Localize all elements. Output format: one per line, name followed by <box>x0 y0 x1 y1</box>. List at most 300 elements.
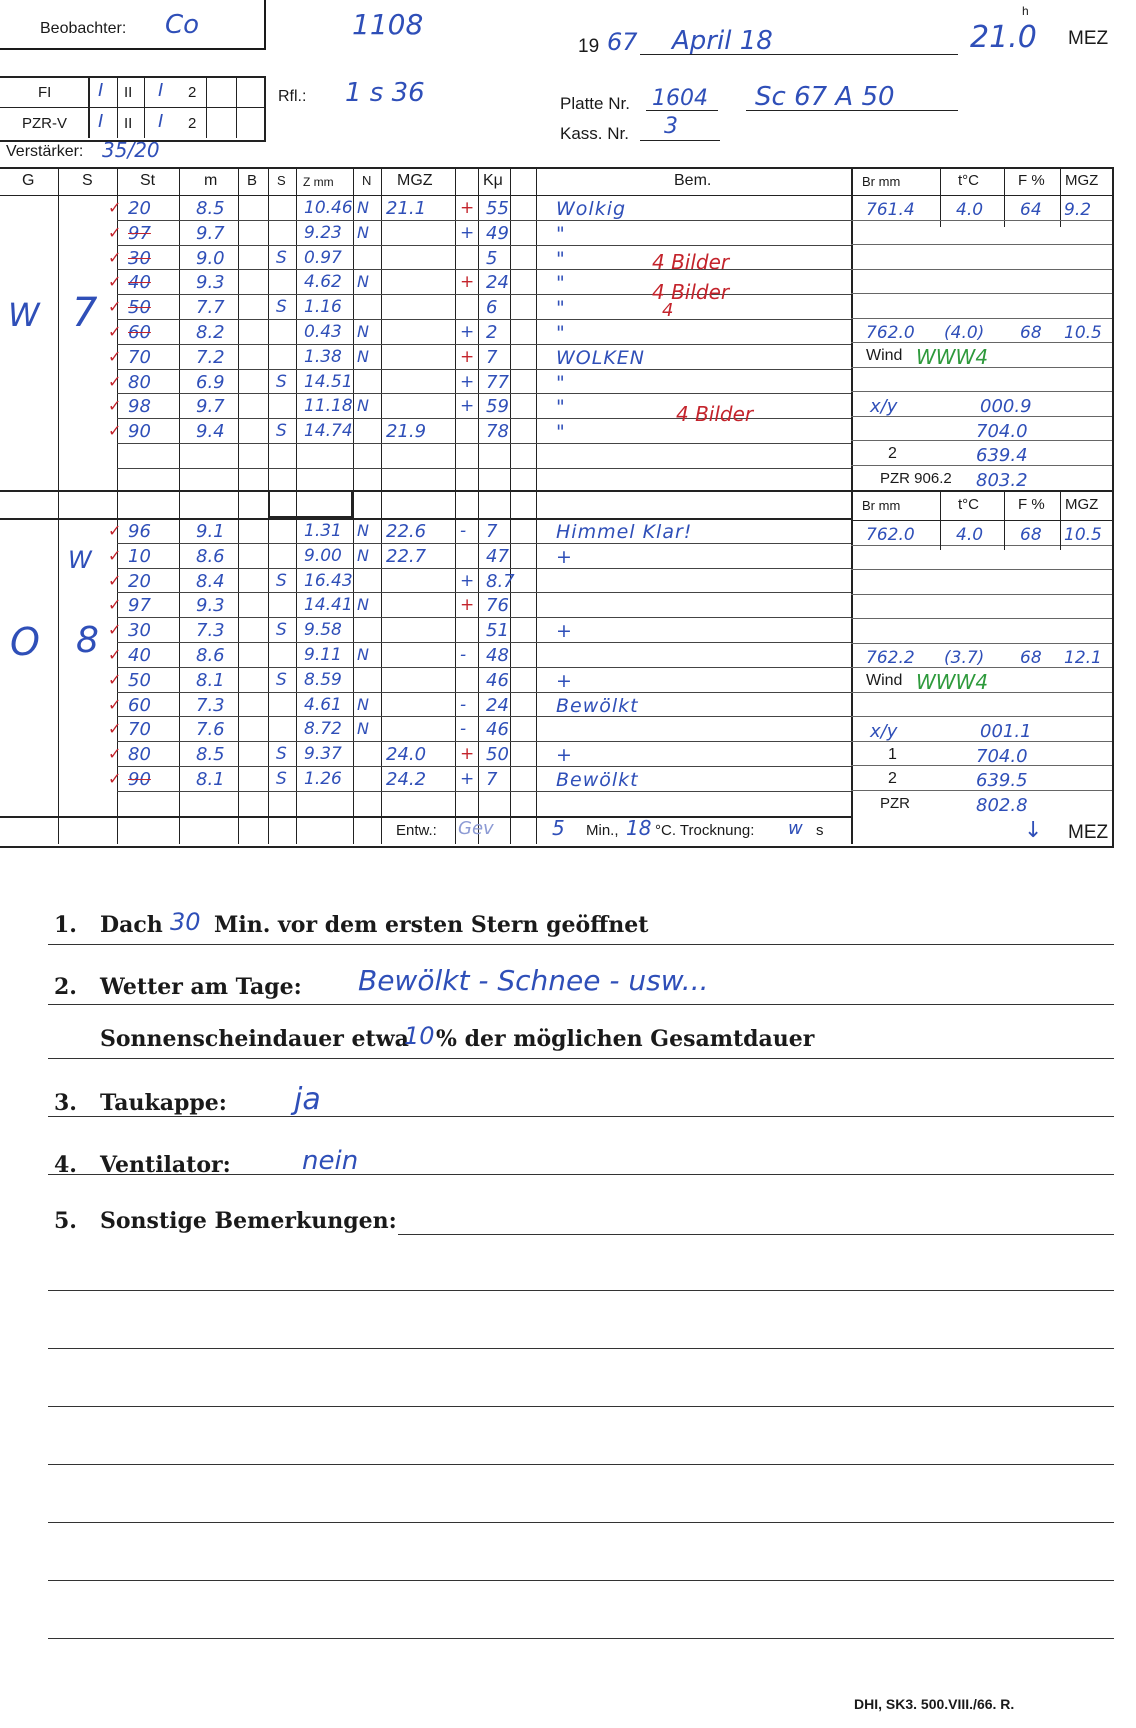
b2-check: ✓ <box>108 769 122 788</box>
q4-value: nein <box>302 1146 359 1176</box>
b1-n: N <box>357 222 369 242</box>
block1-group-s: 7 <box>72 290 98 336</box>
block1-group-g: W <box>8 296 40 334</box>
q2-num: 2. <box>54 974 77 1000</box>
f-value: 64 <box>1020 200 1042 220</box>
b2-z: 9.58 <box>304 620 342 641</box>
b1-m: 6.9 <box>196 371 225 393</box>
xy-value: 000.9 <box>980 396 1032 417</box>
b1-m: 9.4 <box>196 421 225 443</box>
b1-s: S <box>276 297 287 318</box>
kass-label: Kass. Nr. <box>560 124 629 143</box>
b2-sign: - <box>460 694 467 715</box>
b2-n: N <box>357 521 369 540</box>
row-line <box>117 369 851 370</box>
b2-z: 9.11 <box>304 645 342 665</box>
b2-s: S <box>276 620 287 641</box>
b1-sign: + <box>460 396 475 417</box>
b2-sign: + <box>460 570 475 591</box>
col-br-2: Br mm <box>862 498 901 513</box>
b1-st: 80 <box>128 371 151 393</box>
b2-sign: - <box>460 645 467 665</box>
b1-st: 20 <box>128 198 151 219</box>
col-mgz: MGZ <box>397 172 433 189</box>
br2-value: 762.0 <box>866 322 915 343</box>
pzr-mark-1: I <box>98 111 104 132</box>
b1-n: N <box>357 198 369 217</box>
time-zone: MEZ <box>1068 28 1109 49</box>
t2-value: (4.0) <box>944 322 985 343</box>
q3-num: 3. <box>54 1090 77 1116</box>
observer-label: Beobachter: <box>40 20 127 37</box>
b2-kmu: 8.7 <box>486 570 515 592</box>
b2-z: 4.61 <box>304 694 342 715</box>
b2-sign: + <box>460 769 475 789</box>
b2-st: 30 <box>128 620 151 642</box>
b1-sign: + <box>460 346 475 367</box>
f2-value: 68 <box>1020 647 1042 668</box>
b2-m: 8.6 <box>196 545 225 567</box>
b1-z: 14.74 <box>304 421 353 442</box>
ra-value: 1 s 36 <box>345 78 425 108</box>
b1-m: 9.7 <box>196 396 225 418</box>
q2b-value: 10 <box>404 1022 435 1050</box>
note-bilder-1: 4 Bilder <box>652 250 730 274</box>
q4-num: 4. <box>54 1152 77 1178</box>
b1-z: 9.23 <box>304 222 342 243</box>
b1-bem: " <box>556 297 566 320</box>
b2-bem: + <box>556 620 573 643</box>
block2-group-s: 8 <box>76 620 99 661</box>
b2-kmu: 76 <box>486 595 509 617</box>
b1-bem: " <box>556 222 566 245</box>
b1-kmu: 24 <box>486 272 509 294</box>
q4-rule <box>48 1174 1114 1175</box>
note-bilder-3: 4 <box>662 300 674 321</box>
b1-st: 30 <box>128 247 151 269</box>
b2-m: 8.4 <box>196 570 225 592</box>
two-value: 639.4 <box>976 445 1028 466</box>
b1-check: ✓ <box>108 396 122 416</box>
xy-label: x/y <box>870 721 898 742</box>
mgz-value: 9.2 <box>1064 200 1092 220</box>
col-f-2: F % <box>1018 496 1045 513</box>
col-st: St <box>140 172 156 189</box>
row-line <box>117 393 851 394</box>
ra-label: Rfl.: <box>278 88 307 105</box>
b2-bem: Bewölkt <box>556 694 639 717</box>
two-value: 639.5 <box>976 770 1028 791</box>
b2-kmu: 24 <box>486 694 509 716</box>
b1-check: ✓ <box>108 322 122 341</box>
b1-bem: " <box>556 371 566 394</box>
row-line <box>851 618 1112 619</box>
b1-sign: + <box>460 222 475 243</box>
remark-line <box>48 1290 1114 1291</box>
row-line <box>851 569 1112 570</box>
b1-bem: " <box>556 247 566 270</box>
b2-z: 16.43 <box>304 570 353 591</box>
b1-bem: " <box>556 322 566 344</box>
b2-m: 8.1 <box>196 669 225 691</box>
q2-value: Bewölkt - Schnee - usw... <box>358 964 709 997</box>
amp-value: 35/20 <box>102 138 160 162</box>
b2-bem: + <box>556 545 573 568</box>
b2-kmu: 7 <box>486 521 498 542</box>
row-line <box>117 617 851 618</box>
b1-kmu: 55 <box>486 198 509 219</box>
b2-kmu: 48 <box>486 645 509 666</box>
b2-st: 70 <box>128 719 151 741</box>
print-code: DHI, SK3. 500.VIII./66. R. <box>854 1696 1015 1712</box>
row-line <box>117 468 851 469</box>
b2-bem: Himmel Klar! <box>556 521 693 543</box>
date-underline <box>640 54 958 55</box>
b1-check: ✓ <box>108 371 122 391</box>
row-line <box>117 766 851 767</box>
b2-s: S <box>276 769 287 789</box>
row-line <box>851 244 1112 245</box>
col-f: F % <box>1018 172 1045 189</box>
b1-check: ✓ <box>108 297 122 317</box>
q3-rule <box>48 1116 1114 1117</box>
b2-st: 96 <box>128 521 151 542</box>
f-value: 68 <box>1020 525 1042 545</box>
b1-sign: + <box>460 322 475 342</box>
b2-kmu: 51 <box>486 620 509 642</box>
col-br: Br mm <box>862 174 901 189</box>
col-mgz2-2: MGZ <box>1065 496 1099 513</box>
b2-check: ✓ <box>108 669 122 689</box>
b2-z: 1.26 <box>304 769 342 789</box>
pzr-label: PZR <box>880 794 910 812</box>
b1-m: 8.2 <box>196 322 225 343</box>
b2-check: ✓ <box>108 570 122 590</box>
b2-s: S <box>276 669 287 690</box>
pzr-mark-4: 2 <box>188 115 197 132</box>
q3-label: Taukappe: <box>100 1090 227 1116</box>
b1-sign: + <box>460 272 475 293</box>
b1-check: ✓ <box>108 222 122 242</box>
wind-value: WWW4 <box>916 345 989 369</box>
date-value: April 18 <box>672 26 773 56</box>
q2-label: Wetter am Tage: <box>100 974 302 1000</box>
q5-num: 5. <box>54 1208 77 1234</box>
b2-st: 60 <box>128 694 151 716</box>
block-separator <box>0 490 1112 492</box>
b2-check: ✓ <box>108 719 122 739</box>
b1-bem: Wolkig <box>556 198 627 220</box>
entw-label: Entw.: <box>396 822 437 839</box>
b2-bem: + <box>556 669 573 692</box>
xy-label: x/y <box>870 396 898 417</box>
two-label: 2 <box>888 445 897 462</box>
row-line <box>117 245 851 246</box>
mgz-value: 10.5 <box>1064 525 1102 545</box>
b2-kmu: 46 <box>486 669 509 691</box>
col-b: B <box>247 172 258 189</box>
b2-kmu: 7 <box>486 769 498 790</box>
col-t-2: t°C <box>958 496 979 513</box>
b1-kmu: 59 <box>486 396 509 418</box>
b1-m: 8.5 <box>196 198 225 219</box>
f2-value: 68 <box>1020 322 1042 343</box>
b2-st: 20 <box>128 570 151 592</box>
b1-st: 97 <box>128 222 151 244</box>
b2-sign: - <box>460 521 467 541</box>
b2-s: S <box>276 570 287 591</box>
row-line <box>851 594 1112 595</box>
b1-check: ✓ <box>108 247 122 267</box>
row-line <box>117 592 851 593</box>
note-bilder-4: 4 Bilder <box>676 402 754 426</box>
b2-z: 8.72 <box>304 719 342 740</box>
entw-value: Gev <box>458 818 494 839</box>
b1-kmu: 77 <box>486 371 509 393</box>
col-mgz2: MGZ <box>1065 172 1099 189</box>
row-line <box>117 692 851 693</box>
br2-value: 762.2 <box>866 647 915 668</box>
b2-n: N <box>357 545 369 565</box>
b1-z: 0.97 <box>304 247 342 268</box>
b2-m: 8.1 <box>196 769 225 790</box>
remark-line <box>48 1580 1114 1581</box>
b2-m: 9.1 <box>196 521 225 542</box>
pzr-label: PZR 906.2 <box>880 469 952 487</box>
fi-mark-1: I <box>98 80 104 101</box>
observer-value: Co <box>165 10 200 40</box>
b2-n: N <box>357 719 369 739</box>
b1-n: N <box>357 346 369 366</box>
b2-kmu: 47 <box>486 545 509 567</box>
q2b-rule <box>48 1058 1114 1059</box>
row-line <box>117 791 851 792</box>
b1-m: 9.3 <box>196 272 225 294</box>
min-value: 5 <box>552 816 565 840</box>
col-g: G <box>22 172 35 189</box>
row-line <box>117 716 851 717</box>
col-bem: Bem. <box>674 172 712 189</box>
two-label: 2 <box>888 770 897 787</box>
amp-label: Verstärker: <box>6 143 84 160</box>
time-value: 21.0 <box>970 20 1037 55</box>
b1-kmu: 6 <box>486 297 498 319</box>
b2-sign: - <box>460 719 467 740</box>
b1-st: 50 <box>128 297 151 319</box>
b1-z: 1.16 <box>304 297 342 318</box>
b2-m: 7.3 <box>196 694 225 716</box>
row-line <box>851 318 1112 319</box>
trock-value: w <box>788 818 803 839</box>
row-line <box>117 294 851 295</box>
col-zmm: Z mm <box>303 175 334 189</box>
b2-m: 7.3 <box>196 620 225 642</box>
b1-m: 9.7 <box>196 222 225 244</box>
q5-label: Sonstige Bemerkungen: <box>100 1208 397 1234</box>
t2-value: (3.7) <box>944 647 985 668</box>
b2-z: 14.41 <box>304 595 353 616</box>
row-line <box>117 642 851 643</box>
b1-z: 10.46 <box>304 198 353 218</box>
plate-label: Platte Nr. <box>560 94 630 113</box>
b2-z: 1.31 <box>304 521 342 541</box>
b2-m: 8.5 <box>196 744 225 766</box>
plate-value: 1604 <box>652 86 708 111</box>
q2b-pre: Sonnenscheindauer etwa <box>100 1026 409 1052</box>
b1-mgz: 21.9 <box>386 421 427 443</box>
b2-st: 40 <box>128 645 151 666</box>
br-value: 761.4 <box>866 200 915 220</box>
b1-kmu: 49 <box>486 222 509 244</box>
row-line <box>851 293 1112 294</box>
b1-check: ✓ <box>108 346 122 366</box>
b1-sign: + <box>460 371 475 392</box>
b2-s: S <box>276 744 287 765</box>
b1-s: S <box>276 247 287 268</box>
temp-value: 18 <box>626 816 652 840</box>
row-line <box>851 391 1112 392</box>
q2b-post: % der möglichen Gesamtdauer <box>436 1026 815 1052</box>
wind-label: Wind <box>866 672 903 689</box>
pzr-value: 803.2 <box>976 469 1028 491</box>
b1-mgz: 21.1 <box>386 198 427 219</box>
q4-label: Ventilator: <box>100 1152 231 1178</box>
col-n: N <box>362 173 372 188</box>
q1-pre: Dach <box>100 912 163 938</box>
fi-label: FI <box>38 84 52 101</box>
row-line <box>117 319 851 320</box>
row-line <box>117 344 851 345</box>
b2-st: 90 <box>128 769 151 790</box>
b1-s: S <box>276 421 287 442</box>
b2-mgz: 24.0 <box>386 744 427 766</box>
end-zone: MEZ <box>1068 822 1109 843</box>
b1-z: 4.62 <box>304 272 342 293</box>
col-s: S <box>82 172 93 189</box>
row-line <box>117 269 851 270</box>
q1-value: 30 <box>170 908 201 936</box>
b2-m: 9.3 <box>196 595 225 617</box>
row-line <box>117 741 851 742</box>
pzr-mark-3: I <box>158 111 164 132</box>
b2-m: 8.6 <box>196 645 225 666</box>
b1-st: 40 <box>128 272 151 294</box>
b1-z: 11.18 <box>304 396 353 417</box>
fi-mark-4: 2 <box>188 84 197 101</box>
row-line <box>851 643 1112 644</box>
b2-check: ✓ <box>108 620 122 640</box>
b2-sign: + <box>460 744 475 765</box>
kass-value: 3 <box>664 114 678 139</box>
b1-st: 70 <box>128 346 151 368</box>
b2-m: 7.6 <box>196 719 225 741</box>
wind-value: WWW4 <box>916 670 989 694</box>
b2-mgz: 24.2 <box>386 769 427 790</box>
q1-rule <box>48 944 1114 945</box>
block2-group-g: O <box>10 620 40 664</box>
b1-kmu: 2 <box>486 322 498 343</box>
col-t: t°C <box>958 172 979 189</box>
b1-m: 7.2 <box>196 346 225 368</box>
remark-line <box>48 1464 1114 1465</box>
b1-n: N <box>357 322 369 341</box>
wind-label: Wind <box>866 347 903 364</box>
b2-bem: Bewölkt <box>556 769 639 791</box>
remark-line <box>48 1522 1114 1523</box>
mgz2-value: 12.1 <box>1064 647 1102 668</box>
b2-st: 97 <box>128 595 151 617</box>
b2-n: N <box>357 595 369 615</box>
b2-mgz: 22.7 <box>386 545 427 567</box>
row-line <box>117 443 851 444</box>
b1-st: 98 <box>128 396 151 418</box>
note-bilder-2: 4 Bilder <box>652 280 730 304</box>
q5-rule-1 <box>398 1234 1114 1235</box>
b2-n: N <box>357 694 369 714</box>
b2-mgz: 22.6 <box>386 521 427 542</box>
b1-bem: " <box>556 421 566 444</box>
b2-check: ✓ <box>108 645 122 664</box>
row-line <box>117 220 851 221</box>
b2-sign: + <box>460 595 475 616</box>
row-line <box>851 716 1112 717</box>
col-m: m <box>204 172 218 189</box>
col-kmu: Kμ <box>483 172 503 189</box>
b1-bem: " <box>556 396 566 419</box>
b1-check: ✓ <box>108 272 122 292</box>
t-value: 4.0 <box>956 525 984 545</box>
b1-m: 7.7 <box>196 297 225 319</box>
q1-post: Min. vor dem ersten Stern geöffnet <box>214 912 649 938</box>
b1-z: 0.43 <box>304 322 342 342</box>
year-prefix: 19 <box>578 36 600 57</box>
q1-num: 1. <box>54 912 77 938</box>
pzr-value: 802.8 <box>976 794 1028 816</box>
row-line <box>117 667 851 668</box>
fi-mark-2: II <box>124 84 133 101</box>
b1-s: S <box>276 371 287 392</box>
b1-check: ✓ <box>108 198 122 217</box>
remark-line <box>48 1406 1114 1407</box>
pzr-mark-2: II <box>124 115 133 132</box>
row-line <box>117 568 851 569</box>
end-time-mark: ↓ <box>1024 818 1043 843</box>
s-label: s <box>816 822 824 839</box>
row-line <box>851 269 1112 270</box>
b2-z: 9.37 <box>304 744 342 765</box>
b2-kmu: 50 <box>486 744 509 766</box>
xy-value: 001.1 <box>980 721 1032 742</box>
b1-kmu: 78 <box>486 421 509 443</box>
b2-st: 10 <box>128 545 151 567</box>
b2-n: N <box>357 645 369 664</box>
b2-z: 9.00 <box>304 545 342 566</box>
fi-mark-3: I <box>158 80 164 101</box>
year-suffix: 67 <box>607 28 638 56</box>
b2-st: 50 <box>128 669 151 691</box>
one-label: 1 <box>888 745 897 763</box>
b2-bem: + <box>556 744 573 767</box>
temp-label: °C. Trocknung: <box>655 822 755 839</box>
remark-line <box>48 1348 1114 1349</box>
b2-check: ✓ <box>108 595 122 615</box>
b2-kmu: 46 <box>486 719 509 741</box>
one-value: 704.0 <box>976 420 1028 442</box>
time-unit: h <box>1022 4 1029 18</box>
b1-sign: + <box>460 198 475 218</box>
b1-check: ✓ <box>108 421 122 441</box>
plate-number: 1108 <box>352 8 424 41</box>
